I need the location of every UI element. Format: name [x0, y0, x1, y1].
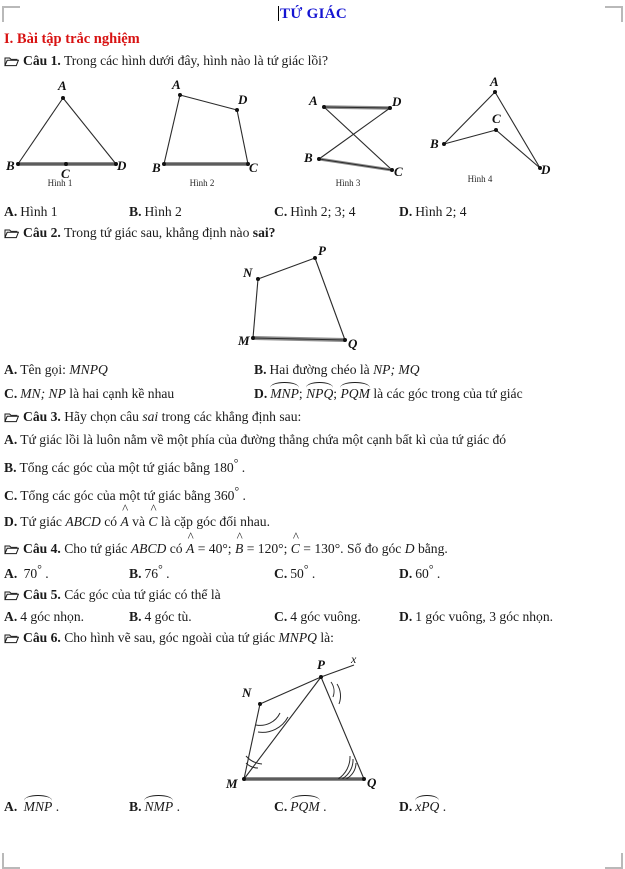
q2-option-b-math: NP; MQ [373, 362, 420, 378]
q5-option-d-text: 1 góc vuông, 3 góc nhọn. [415, 609, 554, 625]
q2-option-c[interactable] [4, 386, 254, 402]
q2-option-c-math: MN; NP [20, 386, 66, 402]
q4-option-c-letter: C. [274, 565, 288, 581]
svg-text:N: N [243, 265, 253, 281]
q6-option-a-letter: A. [4, 799, 18, 815]
svg-text:A: A [172, 77, 181, 93]
q2-option-b-pre: Hai đường chéo là [269, 362, 374, 378]
figure-hinh-3 [300, 74, 420, 189]
q3-option-c-letter: C. [4, 488, 18, 504]
question-2-text-emphasis: sai? [252, 225, 276, 241]
question-1-figures [0, 74, 625, 194]
q1-option-d[interactable] [399, 204, 467, 220]
q5-option-d[interactable] [399, 609, 553, 625]
q5-option-c-letter: C. [274, 609, 288, 625]
q2-option-a-letter: A. [4, 362, 18, 378]
q5-option-d-letter: D. [399, 609, 413, 625]
question-6-quad: MNPQ [278, 630, 317, 646]
figure-3-caption: Hình 3 [335, 178, 361, 189]
q1-option-b[interactable] [129, 204, 274, 220]
figure-2-caption: Hình 2 [189, 178, 215, 189]
q3-option-d-pre: Tứ giác [20, 514, 66, 530]
svg-text:x: x [350, 653, 356, 667]
question-4-prompt: Câu 4. Cho tứ giác ABCD có ^ A = 40°; ^ B = 120°; ^ C = 130°. Số đo góc D bằng. [4, 539, 625, 558]
q2-option-a-math: MNPQ [69, 362, 108, 378]
svg-text:B: B [304, 150, 313, 166]
crop-mark-bottom-right [605, 853, 623, 869]
question-3-options [4, 430, 625, 533]
q3-option-c-pre: Tổng các góc của một tứ giác bằng [20, 488, 215, 504]
q4-option-d-value: 60 [415, 565, 429, 581]
q2-option-d-post: là các góc trong của tứ giác [369, 386, 523, 402]
question-6-pre: Cho hình vẽ sau, góc ngoài của tứ giác [64, 630, 279, 646]
q5-option-b-letter: B. [129, 609, 142, 625]
q4-hat-b: ^ B [234, 528, 244, 556]
page-title [0, 6, 625, 23]
q6-angle-mnp: MNP [24, 799, 53, 815]
q3-option-b-pre: Tổng các góc của một tứ giác bằng [19, 459, 214, 475]
q5-option-c[interactable] [274, 609, 399, 625]
q2-option-a[interactable] [4, 362, 254, 378]
q6-option-d[interactable]: D. xPQ . [399, 799, 446, 815]
section-heading: I. Bài tập trắc nghiệm [4, 31, 140, 47]
svg-text:Q: Q [366, 775, 376, 791]
q4-option-c-value: 50 [290, 565, 304, 581]
q6-option-b[interactable]: B. NMP . [129, 799, 274, 815]
q1-option-b-letter: B. [129, 204, 142, 220]
q2-option-a-pre: Tên gọi: [20, 362, 70, 378]
q2-option-b-letter: B. [254, 362, 267, 378]
svg-text:N: N [241, 685, 251, 701]
folder-icon [4, 56, 19, 67]
svg-text:P: P [318, 246, 326, 259]
figure-hinh-1 [6, 74, 136, 189]
q3-option-c[interactable] [4, 483, 625, 506]
question-1-options [4, 204, 625, 220]
q5-option-b-text: 4 góc tù. [144, 609, 192, 625]
q6-option-a[interactable]: A. MNP . [4, 799, 129, 815]
figure-4-caption: Hình 4 [467, 174, 493, 185]
q1-option-b-text: Hình 2 [144, 204, 182, 220]
svg-text:M: M [225, 776, 238, 792]
folder-icon [4, 633, 19, 644]
q4-value-a: 40° [208, 540, 228, 556]
question-6-prompt [4, 629, 625, 647]
q4-option-d[interactable]: D. 60° . [399, 563, 441, 581]
question-1-prompt [4, 52, 625, 70]
svg-text:A: A [490, 74, 499, 90]
folder-icon [4, 544, 19, 555]
question-3-prompt [4, 408, 625, 426]
svg-text:C: C [249, 160, 258, 176]
question-4-mid: có [166, 540, 186, 556]
question-4-label: Câu 4. [23, 540, 61, 556]
q1-option-c-text: Hình 2; 3; 4 [290, 204, 356, 220]
q4-value-b: 120° [257, 540, 284, 556]
q5-option-a-letter: A. [4, 609, 18, 625]
q3-option-d-mid2: và [128, 514, 149, 530]
figure-hinh-2 [150, 74, 270, 189]
q6-angle-pqm: PQM [290, 799, 319, 815]
q1-option-c-letter: C. [274, 204, 288, 220]
crop-mark-bottom-left [2, 853, 20, 869]
q1-option-c[interactable] [274, 204, 399, 220]
figure-1-caption: Hình 1 [47, 178, 73, 189]
question-6-figure [0, 653, 625, 793]
question-1-label: Câu 1. [23, 53, 61, 68]
q3-option-a-letter: A. [4, 431, 18, 447]
q4-option-a[interactable]: A. 70° . [4, 563, 49, 581]
question-6-post: là: [316, 630, 334, 646]
svg-text:Q: Q [348, 336, 358, 352]
q4-hat-c: ^ C [290, 528, 300, 556]
q6-option-b-letter: B. [129, 799, 142, 815]
svg-text:M: M [238, 333, 250, 349]
question-2-options-row-1 [4, 362, 625, 378]
q3-option-b-post: . [238, 459, 246, 475]
question-2-options-row-2 [4, 386, 625, 402]
q3-option-c-value: 360 [214, 488, 235, 504]
folder-icon [4, 590, 19, 601]
question-3-text-emphasis: sai [142, 409, 159, 425]
svg-text:A: A [309, 93, 318, 109]
q3-option-b[interactable] [4, 455, 625, 478]
q4-option-a-letter: A. [4, 565, 18, 581]
question-4-quad: ABCD [130, 540, 167, 556]
question-2-figure [0, 246, 625, 356]
svg-text:B: B [6, 158, 15, 174]
q5-option-b[interactable] [129, 609, 274, 625]
q2-option-b[interactable] [254, 362, 420, 378]
q6-option-d-letter: D. [399, 799, 413, 815]
svg-text:D: D [392, 94, 402, 110]
svg-text:D: D [541, 162, 551, 178]
q4-hat-a: ^ A [185, 528, 195, 556]
question-5-label: Câu 5. [23, 586, 61, 602]
q4-option-a-value: 70 [23, 565, 38, 581]
q5-option-c-text: 4 góc vuông. [290, 609, 361, 625]
q2-option-c-letter: C. [4, 386, 18, 402]
q6-angle-nmp: NMP [144, 799, 173, 815]
q1-option-a[interactable] [4, 204, 129, 220]
q3-option-b-letter: B. [4, 459, 17, 475]
q2-angle-npq: NPQ [306, 386, 333, 402]
svg-text:P: P [316, 657, 325, 673]
question-4-tail-pre: . Số đo góc [340, 540, 405, 556]
q3-option-a[interactable] [4, 430, 625, 450]
q4-option-b-letter: B. [129, 565, 142, 581]
svg-text:D: D [117, 158, 127, 174]
q3-option-d[interactable] [4, 501, 625, 532]
question-2-text-pre: Trong tứ giác sau, khẳng định nào [63, 225, 253, 241]
q1-option-d-letter: D. [399, 204, 413, 220]
q4-option-d-letter: D. [399, 565, 413, 581]
text-cursor [278, 6, 279, 21]
question-4-tail-var: D [404, 540, 415, 556]
svg-text:B: B [152, 160, 161, 176]
q2-option-c-post: là hai cạnh kề nhau [65, 386, 175, 402]
q4-option-b[interactable]: B. 76° . [129, 563, 170, 581]
svg-text:B: B [430, 136, 439, 152]
svg-text:C: C [492, 111, 501, 127]
figure-hinh-4 [430, 74, 560, 185]
q3-hat-c: ^ C [148, 501, 158, 530]
question-3-text-post: trong các khẳng định sau: [158, 409, 302, 425]
question-6-label: Câu 6. [23, 630, 61, 646]
folder-icon [4, 412, 19, 423]
q3-option-d-quad: ABCD [65, 514, 101, 530]
q1-option-a-letter: A. [4, 204, 18, 220]
question-1-text: Trong các hình dưới đây, hình nào là tứ giác lồi? [63, 53, 328, 68]
q2-option-d-letter: D. [254, 386, 268, 402]
q4-value-c: 130° [314, 540, 341, 556]
folder-icon [4, 228, 19, 239]
q3-option-c-post: . [239, 488, 246, 504]
q3-option-b-value: 180 [213, 459, 234, 475]
question-5-text: Các góc của tứ giác có thể là [64, 586, 221, 602]
q1-option-d-text: Hình 2; 4 [415, 204, 467, 220]
q3-option-b-unit: ° [233, 457, 239, 470]
question-2-prompt [4, 224, 625, 242]
question-4-pre: Cho tứ giác [64, 540, 131, 556]
q3-option-d-letter: D. [4, 514, 18, 530]
q3-option-c-unit: ° [234, 485, 240, 499]
q3-hat-a: ^ A [120, 501, 129, 530]
q2-angle-pqm: PQM [340, 386, 369, 402]
q1-option-a-text: Hình 1 [20, 204, 58, 220]
svg-text:A: A [58, 78, 67, 94]
question-4-tail-post: bằng. [414, 540, 448, 556]
svg-text:C: C [61, 166, 70, 180]
question-3-label: Câu 3. [23, 409, 61, 425]
question-4-options [4, 563, 625, 582]
q4-option-c[interactable]: C. 50° . [274, 563, 316, 581]
q5-option-a[interactable] [4, 609, 129, 625]
svg-text:C: C [394, 164, 403, 180]
q6-option-c[interactable]: C. PQM . [274, 799, 399, 815]
q6-option-c-letter: C. [274, 799, 288, 815]
q4-option-b-value: 76 [144, 565, 159, 581]
page-title-text: TỨ GIÁC [280, 6, 347, 22]
worksheet-page [0, 6, 625, 869]
question-5-options [4, 609, 625, 625]
q3-option-a-text: Tứ giác lồi là luôn nằm về một phía của đường thẳng chứa một cạnh bất kì của tứ giác đó [20, 431, 507, 447]
question-2-label: Câu 2. [23, 225, 61, 241]
question-5-prompt [4, 586, 625, 604]
q2-option-d[interactable]: D. MNP; NPQ; PQM là các góc trong của tứ giác [254, 386, 523, 402]
q5-option-a-text: 4 góc nhọn. [20, 609, 85, 625]
q3-option-d-mid: có [100, 514, 121, 530]
q3-option-d-post: là cặp góc đối nhau. [157, 514, 270, 530]
question-3-text-pre: Hãy chọn câu [64, 409, 143, 425]
q2-angle-mnp: MNP [270, 386, 299, 402]
svg-text:D: D [238, 92, 248, 108]
question-6-options [4, 799, 625, 815]
q6-angle-xpq: xPQ [415, 799, 439, 815]
